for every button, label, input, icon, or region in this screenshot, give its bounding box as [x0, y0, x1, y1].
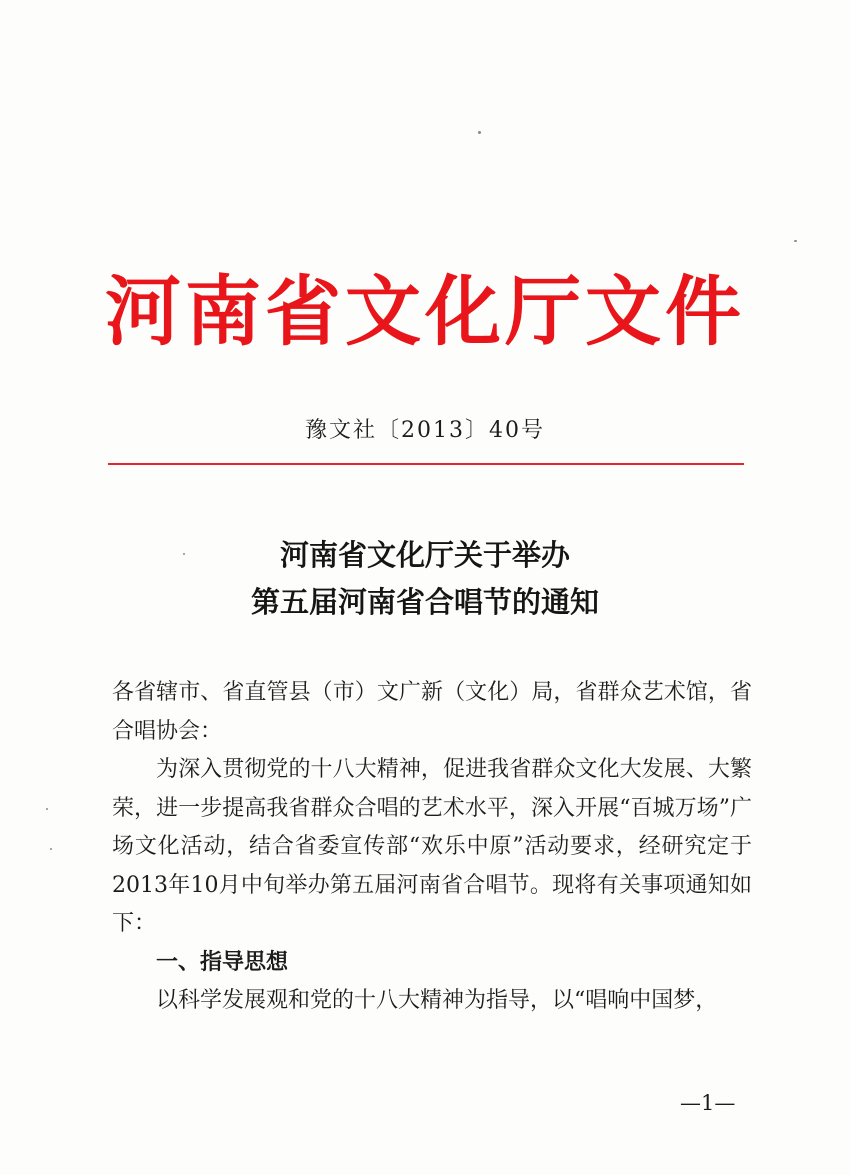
masthead-title: 河南省文化厅文件	[105, 267, 745, 356]
page-number: —1—	[680, 1091, 736, 1115]
notice-title-line1: 河南省文化厅关于举办	[279, 538, 570, 572]
scan-speck	[46, 808, 48, 810]
section-heading: 一、指导思想	[156, 949, 289, 975]
intro-paragraph: 为深入贯彻党的十八大精神，促进我省群众文化大发展、大繁荣，进一步提高我省群众合唱的艺术水平，深入开展“百城万场”广场文化活动，结合省委宣传部“欢乐中原”活动要求，经研究定于2013年10月中旬举办第五届河南省合唱节。现将有关事项通知如下：	[112, 757, 752, 936]
scan-speck	[478, 131, 481, 134]
scan-speck	[50, 848, 52, 850]
document-number: 豫文社〔2013〕40号	[305, 418, 545, 443]
scan-speck	[794, 240, 797, 242]
notice-title-line2: 第五届河南省合唱节的通知	[250, 585, 599, 619]
notice-title	[0, 532, 850, 626]
guiding-paragraph: 以科学发展观和党的十八大精神为指导，以“唱响中国梦，	[156, 988, 718, 1013]
red-separator-line	[108, 463, 744, 465]
notice-body	[112, 674, 752, 1021]
recipients-paragraph: 各省辖市、省直管县（市）文广新（文化）局，省群众艺术馆，省合唱协会：	[112, 680, 752, 744]
